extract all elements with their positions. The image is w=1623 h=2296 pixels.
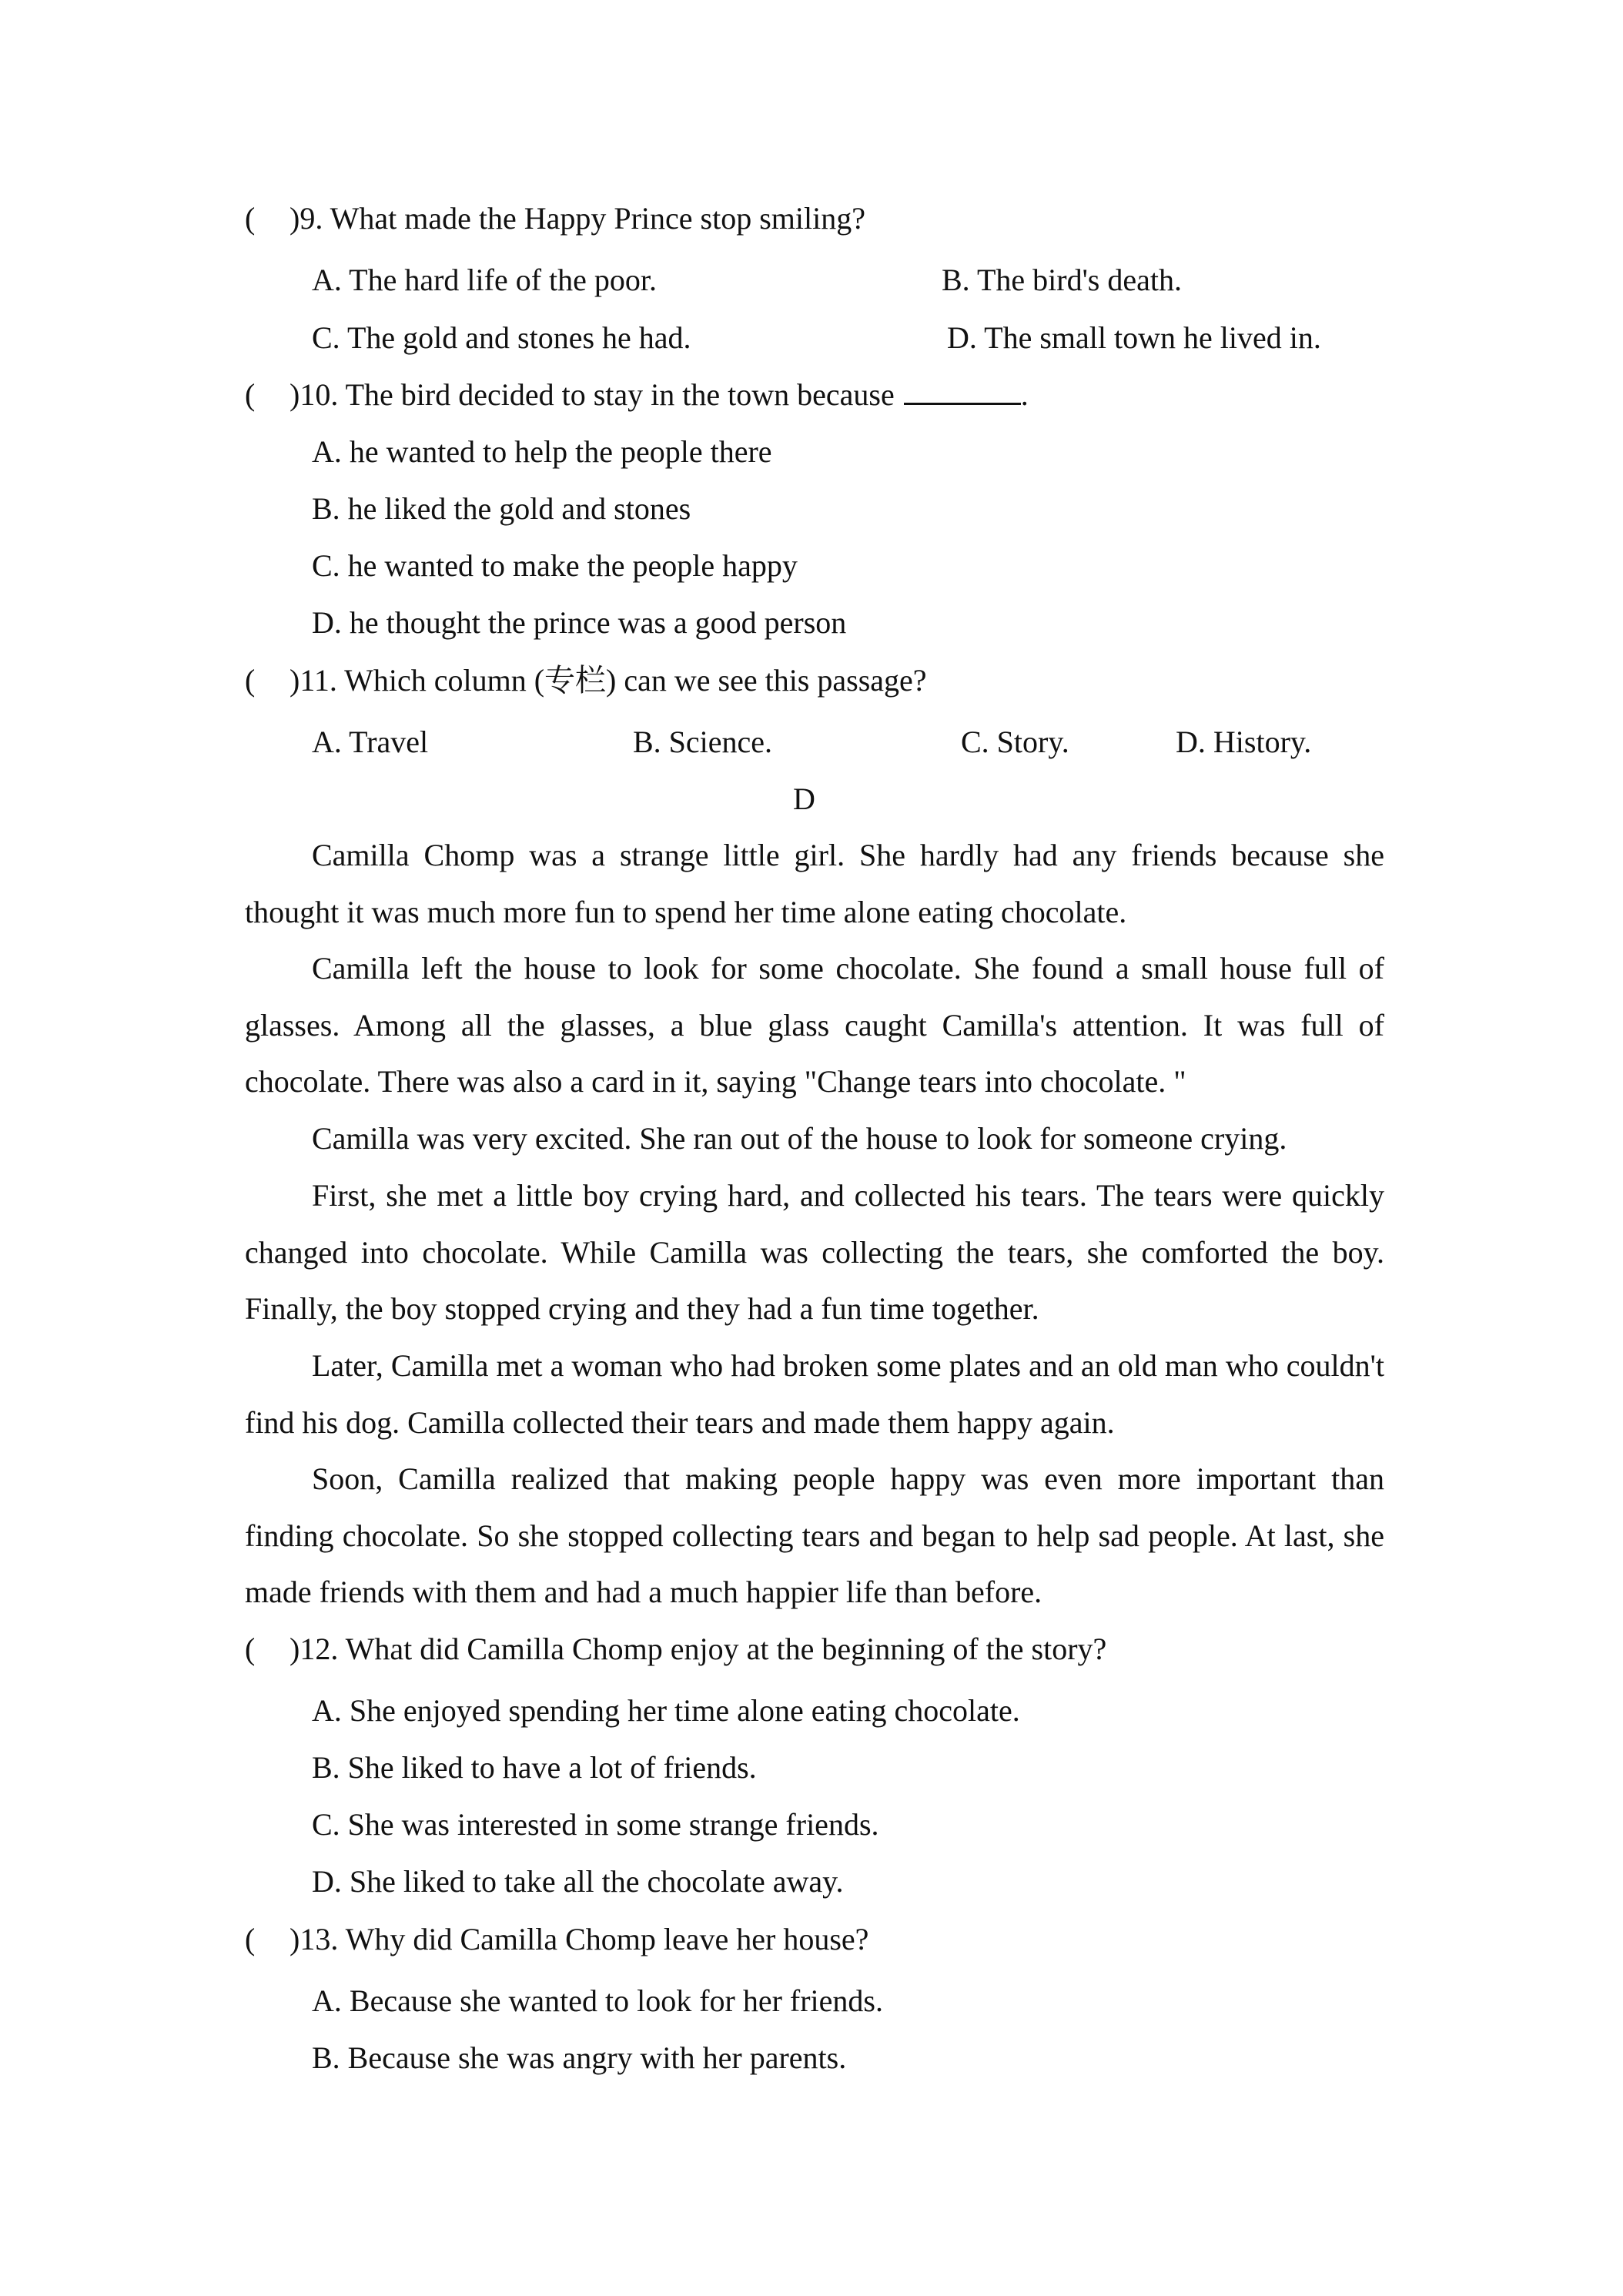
passage-paragraph-6: Soon, Camilla realized that making people happy was even more important than finding chocolate. So she stopped collecting tears and began to help sad people. At last, she made friends with them and had a much happier life than before. — [245, 1461, 1384, 1609]
question-10-option-a: A. he wanted to help the people there — [312, 434, 772, 469]
question-10-option-b: B. he liked the gold and stones — [312, 491, 691, 526]
question-10-stem: ( )10. The bird decided to stay in the town because . — [245, 377, 1029, 412]
passage-paragraph-4: First, she met a little boy crying hard, and collected his tears. The tears were quickly changed into chocolate. While Camilla was collecting the tears, she comforted the boy. Finally, the boy stopped crying and they had a fun time together. — [245, 1178, 1384, 1326]
answer-blank — [904, 377, 1021, 405]
passage-paragraph-5: Later, Camilla met a woman who had broken some plates and an old man who couldn't find his dog. Camilla collected their tears and made them happy again. — [245, 1348, 1384, 1440]
question-12-option-d: D. She liked to take all the chocolate away. — [312, 1864, 844, 1899]
question-12-option-a: A. She enjoyed spending her time alone eating chocolate. — [312, 1693, 1020, 1728]
question-12-option-c: C. She was interested in some strange friends. — [312, 1807, 879, 1842]
question-10-option-d: D. he thought the prince was a good person — [312, 605, 847, 640]
question-13-option-a: A. Because she wanted to look for her friends. — [312, 1983, 883, 2018]
question-10-option-c: C. he wanted to make the people happy — [312, 548, 798, 583]
question-11-option-a: A. Travel — [312, 725, 429, 759]
question-12-stem: ( )12. What did Camilla Chomp enjoy at the beginning of the story? — [245, 1632, 1107, 1666]
section-heading: D — [793, 782, 815, 816]
passage-paragraph-1: Camilla Chomp was a strange little girl. She hardly had any friends because she thought it was much more fun to spend her time alone eating chocolate. — [245, 838, 1384, 929]
question-9-option-c: C. The gold and stones he had. — [312, 320, 691, 355]
question-9-option-b: B. The bird's death. — [942, 263, 1182, 297]
question-13-option-b: B. Because she was angry with her parents. — [312, 2040, 847, 2075]
question-9-option-d: D. The small town he lived in. — [947, 320, 1321, 355]
question-9-stem: ( )9. What made the Happy Prince stop smiling? — [245, 201, 865, 236]
question-11-option-c: C. Story. — [961, 725, 1069, 759]
question-9-option-a: A. The hard life of the poor. — [312, 263, 658, 297]
passage-paragraph-3: Camilla was very excited. She ran out of the house to look for someone crying. — [312, 1121, 1287, 1156]
question-11-stem: ( )11. Which column (专栏) can we see this passage? — [245, 663, 927, 698]
passage-paragraph-2: Camilla left the house to look for some chocolate. She found a small house full of glasses. Among all the glasses, a blue glass caught Camilla's attention. It was full of chocolate. There was also a card in it, saying "Change tears into chocolate. " — [245, 951, 1384, 1099]
question-11-option-d: D. History. — [1176, 725, 1312, 759]
question-13-stem: ( )13. Why did Camilla Chomp leave her house? — [245, 1922, 869, 1956]
question-11-option-b: B. Science. — [633, 725, 773, 759]
question-12-option-b: B. She liked to have a lot of friends. — [312, 1750, 757, 1785]
